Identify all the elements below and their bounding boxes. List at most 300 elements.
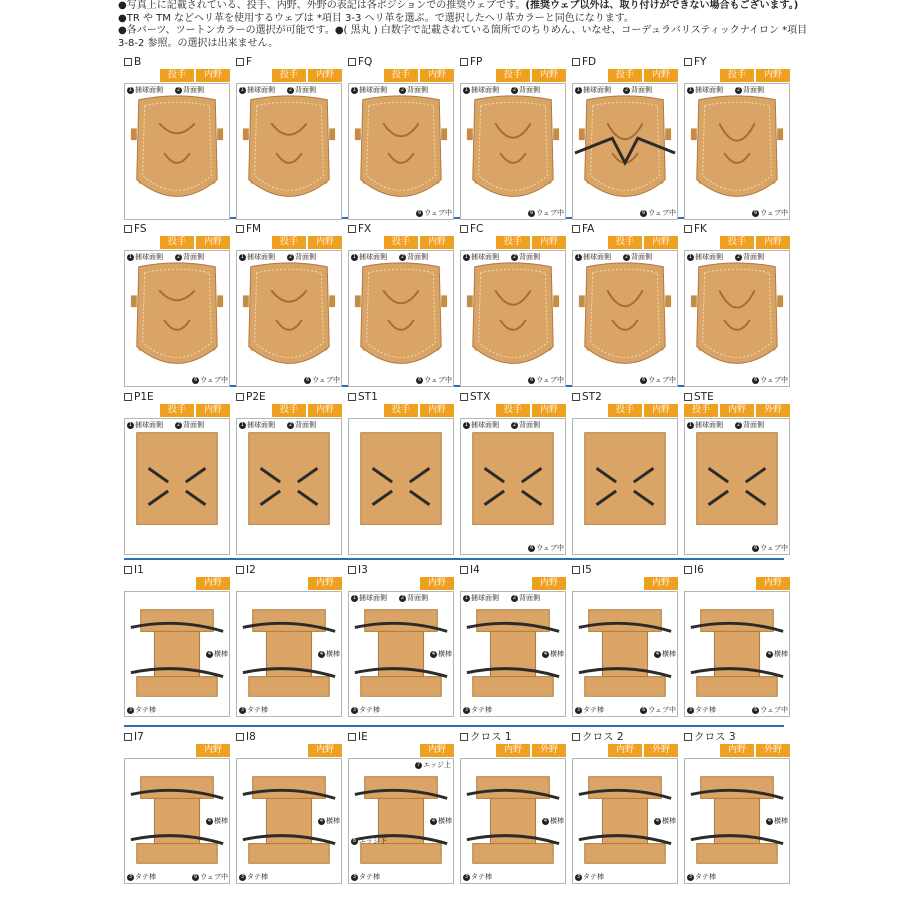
web-image [572,250,678,387]
position-tag: 内野 [308,404,342,417]
annotation-label [463,86,499,94]
number-badge-icon: 6 [642,706,646,713]
position-tag: 投手 [384,404,418,417]
annotation-text: 背面側 [631,253,652,261]
web-name[interactable] [684,564,790,576]
web-option[interactable] [348,391,454,555]
annotation-text: ウェブ中 [424,209,452,217]
annotation-label [416,376,452,384]
checkbox[interactable] [572,393,580,401]
position-tag: 投手 [272,236,306,249]
web-option[interactable] [572,731,678,884]
number-badge-icon: 4 [319,817,324,824]
checkbox[interactable] [460,393,468,401]
web-name[interactable] [124,56,230,68]
web-option[interactable] [684,731,790,884]
annotation-text: タテ棒 [359,873,380,881]
position-tags [572,69,678,82]
annotation-label [127,421,163,429]
web-name[interactable] [684,56,790,68]
annotation-label [687,86,723,94]
web-name-text: I1 [134,564,144,576]
position-tags [124,577,230,590]
note-line-4: 3-8-2 参照。の選択は出来ません。 [118,37,279,49]
number-badge-icon: 3 [240,873,245,880]
annotation-text: 背面側 [743,421,764,429]
position-tags [348,744,454,757]
annotation-text: 背面側 [519,594,540,602]
checkbox[interactable] [124,225,132,233]
web-image [236,758,342,884]
web-name[interactable] [124,564,230,576]
web-name[interactable] [460,391,566,403]
position-tags [124,69,230,82]
web-option[interactable] [236,223,342,387]
web-option[interactable] [236,56,342,220]
web-leather [361,263,441,364]
annotation-text: 背面側 [519,86,540,94]
position-tag: 内野 [644,577,678,590]
number-badge-icon: 4 [431,650,436,657]
checkbox[interactable] [348,58,356,66]
annotation-label [575,86,611,94]
web-name[interactable] [572,56,678,68]
web-option[interactable] [124,223,230,387]
checkbox[interactable] [348,225,356,233]
web-name[interactable] [684,223,790,235]
annotation-text: 横棒 [326,817,340,825]
web-option[interactable] [124,731,230,884]
annotation-label [735,86,764,94]
number-badge-icon: 2 [512,421,517,428]
annotation-text: タテ棒 [695,706,716,714]
position-tag: 投手 [160,69,194,82]
web-name[interactable] [236,731,342,743]
number-badge-icon: 4 [767,817,772,824]
web-option[interactable] [460,56,566,220]
web-option[interactable] [236,731,342,884]
web-name-text: FM [246,223,262,235]
number-badge-icon: 2 [288,86,293,93]
web-leather [697,263,777,364]
annotation-label [192,873,228,881]
row-separator [124,558,784,560]
annotation-text: 横棒 [662,817,676,825]
number-badge-icon: 1 [688,86,693,93]
annotation-text: エッジ上 [423,761,451,769]
web-leather [697,96,777,197]
annotation-label [766,650,788,658]
position-tag: 外野 [756,404,790,417]
web-name[interactable] [236,564,342,576]
number-badge-icon: 3 [576,873,581,880]
annotation-label [318,817,340,825]
checkbox[interactable] [348,393,356,401]
annotation-text: ウェブ中 [648,376,676,384]
web-name-text: STX [470,391,491,403]
number-badge-icon: 1 [240,421,245,428]
checkbox[interactable] [124,566,132,574]
web-option[interactable] [236,564,342,717]
web-name-text: FQ [358,56,373,68]
checkbox[interactable] [460,225,468,233]
annotation-label [127,873,156,881]
row-separator [124,725,784,727]
annotation-text: タテ棒 [471,706,492,714]
position-tag: 投手 [272,404,306,417]
web-option[interactable] [460,223,566,387]
web-option[interactable] [460,564,566,717]
web-drawing [685,84,789,219]
annotation-label [640,376,676,384]
number-badge-icon: 2 [624,86,629,93]
annotation-text: 背面側 [295,421,316,429]
annotation-label [351,873,380,881]
web-drawing [685,419,789,554]
annotation-label [287,86,316,94]
position-tag: 内野 [196,404,230,417]
position-tag: 内野 [308,236,342,249]
position-tags [684,577,790,590]
annotation-text: 背面側 [743,86,764,94]
annotation-text: ウェブ中 [760,544,788,552]
checkbox[interactable] [684,566,692,574]
web-option[interactable] [348,56,454,220]
number-badge-icon: 1 [240,86,245,93]
web-option[interactable] [572,391,678,555]
annotation-text: ウェブ中 [200,873,228,881]
web-option[interactable] [684,223,790,387]
web-option[interactable] [572,56,678,220]
position-tags [460,69,566,82]
number-badge-icon: 2 [288,421,293,428]
web-image [236,250,342,387]
web-leather [361,433,441,525]
position-tag: 内野 [308,69,342,82]
annotation-label [463,421,499,429]
annotation-text: 横棒 [662,650,676,658]
number-badge-icon: 3 [688,873,693,880]
number-badge-icon: 3 [240,706,245,713]
annotation-label [127,706,156,714]
checkbox[interactable] [236,566,244,574]
web-option[interactable] [348,564,454,717]
annotation-label [239,873,268,881]
annotation-label [175,421,204,429]
web-leather [585,263,665,364]
annotation-text: ウェブ中 [200,376,228,384]
web-option[interactable] [124,564,230,717]
number-badge-icon: 4 [319,650,324,657]
web-option[interactable] [348,731,454,884]
position-tags [684,69,790,82]
position-tag: 内野 [420,577,454,590]
checkbox[interactable] [684,733,692,741]
web-name[interactable] [572,731,678,743]
web-option[interactable] [572,223,678,387]
position-tag: 内野 [608,744,642,757]
checkbox[interactable] [124,58,132,66]
number-badge-icon: 1 [352,253,357,260]
web-image [572,418,678,555]
web-name[interactable] [236,223,342,235]
web-name-text: I6 [694,564,704,576]
web-drawing [349,84,453,219]
annotation-label [430,650,452,658]
number-badge-icon: 6 [194,376,198,383]
web-name[interactable] [460,564,566,576]
web-name[interactable] [348,731,454,743]
annotation-label [654,650,676,658]
web-option[interactable] [124,391,230,555]
annotation-text: ウェブ中 [536,544,564,552]
checkbox[interactable] [684,225,692,233]
position-tag: 内野 [196,744,230,757]
annotation-text: 背面側 [295,253,316,261]
number-badge-icon: 1 [464,594,469,601]
web-name[interactable] [348,564,454,576]
annotation-text: 捕球面側 [135,86,163,94]
web-name[interactable] [124,391,230,403]
annotation-text: 捕球面側 [695,421,723,429]
annotation-text: 横棒 [550,650,564,658]
checkbox[interactable] [460,566,468,574]
position-tags [684,404,790,417]
position-tag: 内野 [756,577,790,590]
annotation-text: 捕球面側 [135,253,163,261]
web-name-text: I7 [134,731,144,743]
position-tags [572,236,678,249]
web-option[interactable] [460,731,566,884]
web-name[interactable] [348,391,454,403]
note-line-1: ●写真上に記載されている、投手、内野、外野の表記は各ポジションでの推奨ウェブです。(推奨ウェブ以外は、取り付けができない場合もございます。) [118,0,799,11]
annotation-text: タテ棒 [247,873,268,881]
web-leather [585,433,665,525]
annotation-text: 捕球面側 [359,86,387,94]
web-option[interactable] [684,56,790,220]
position-tag: 内野 [532,236,566,249]
number-badge-icon: 3 [688,706,693,713]
web-option[interactable] [684,564,790,717]
number-badge-icon: 6 [754,376,758,383]
web-name[interactable] [236,391,342,403]
web-image [236,83,342,220]
annotation-label [416,209,452,217]
web-name[interactable] [460,731,566,743]
web-image [348,250,454,387]
annotation-label [575,706,604,714]
web-name-text: B [134,56,142,68]
number-badge-icon: 1 [128,421,133,428]
web-leather [249,433,329,525]
web-leather [473,96,553,197]
position-tag: 内野 [196,236,230,249]
annotation-label [287,421,316,429]
web-name[interactable] [460,56,566,68]
number-badge-icon: 4 [543,817,548,824]
annotation-label [239,253,275,261]
web-drawing [125,419,229,554]
annotation-label [399,253,428,261]
web-name[interactable] [572,223,678,235]
web-name[interactable] [460,223,566,235]
number-badge-icon: 7 [417,761,421,768]
web-leather [137,96,217,197]
web-drawing [237,419,341,554]
web-name-text: FA [582,223,595,235]
annotation-text: 捕球面側 [359,594,387,602]
number-badge-icon: 3 [576,706,581,713]
number-badge-icon: 1 [688,421,693,428]
web-name-text: I4 [470,564,480,576]
annotation-label [575,253,611,261]
web-name[interactable] [684,731,790,743]
checkbox[interactable] [460,733,468,741]
position-tag: 内野 [308,744,342,757]
position-tag: 内野 [644,236,678,249]
web-image [124,83,230,220]
annotation-text: 捕球面側 [471,594,499,602]
web-image [572,591,678,717]
checkbox[interactable] [124,393,132,401]
annotation-label [127,86,163,94]
web-option[interactable] [684,391,790,555]
web-name[interactable] [348,223,454,235]
web-drawing [237,251,341,386]
annotation-label [175,86,204,94]
number-badge-icon: 2 [736,421,741,428]
annotation-label [192,376,228,384]
number-badge-icon: 8 [352,837,357,844]
checkbox[interactable] [236,393,244,401]
annotation-text: 背面側 [295,86,316,94]
web-drawing [349,251,453,386]
position-tag: 内野 [420,744,454,757]
web-name-text: FY [694,56,707,68]
position-tags [236,744,342,757]
number-badge-icon: 1 [352,86,357,93]
annotation-label [511,594,540,602]
annotation-text: 捕球面側 [359,253,387,261]
position-tag: 投手 [496,69,530,82]
web-name[interactable] [124,223,230,235]
web-image [460,83,566,220]
annotation-text: 背面側 [183,253,204,261]
web-option[interactable] [236,391,342,555]
web-name-text: ST1 [358,391,378,403]
annotation-label [287,253,316,261]
annotation-text: 捕球面側 [695,253,723,261]
number-badge-icon: 4 [543,650,548,657]
number-badge-icon: 6 [306,376,310,383]
checkbox[interactable] [348,733,356,741]
checkbox[interactable] [236,733,244,741]
checkbox[interactable] [236,225,244,233]
annotation-text: タテ棒 [135,873,156,881]
annotation-label [640,209,676,217]
checkbox[interactable] [572,566,580,574]
annotation-text: 横棒 [438,650,452,658]
checkbox[interactable] [572,58,580,66]
annotation-label [542,817,564,825]
notes [118,0,898,50]
web-name[interactable] [236,56,342,68]
web-leather [137,433,217,525]
annotation-text: タテ棒 [247,706,268,714]
annotation-text: タテ棒 [695,873,716,881]
web-image [124,758,230,884]
web-option[interactable] [572,564,678,717]
web-option[interactable] [460,391,566,555]
web-image [684,418,790,555]
annotation-label [351,706,380,714]
number-badge-icon: 1 [240,253,245,260]
position-tag: 内野 [532,404,566,417]
annotation-text: 横棒 [774,817,788,825]
checkbox[interactable] [460,58,468,66]
position-tags [572,404,678,417]
number-badge-icon: 3 [464,873,469,880]
checkbox[interactable] [684,393,692,401]
position-tag: 投手 [608,69,642,82]
annotation-label [351,837,387,845]
web-drawing [237,84,341,219]
web-option[interactable] [124,56,230,220]
number-badge-icon: 6 [754,209,758,216]
web-drawing [685,251,789,386]
annotation-label [351,86,387,94]
annotation-text: 背面側 [183,421,204,429]
annotation-text: 背面側 [743,253,764,261]
web-image [460,418,566,555]
number-badge-icon: 6 [642,209,646,216]
web-name[interactable] [124,731,230,743]
annotation-text: 横棒 [774,650,788,658]
web-image [236,418,342,555]
position-tags [236,236,342,249]
annotation-text: 背面側 [519,421,540,429]
annotation-label [206,817,228,825]
position-tag: 外野 [644,744,678,757]
web-name-text: I3 [358,564,368,576]
web-name[interactable] [572,391,678,403]
web-name[interactable] [572,564,678,576]
position-tag: 内野 [644,69,678,82]
web-name-text: STE [694,391,714,403]
number-badge-icon: 3 [128,873,133,880]
web-name[interactable] [684,391,790,403]
web-name[interactable] [348,56,454,68]
web-image [348,83,454,220]
position-tags [124,404,230,417]
position-tag: 内野 [532,577,566,590]
web-option[interactable] [348,223,454,387]
annotation-text: 背面側 [183,86,204,94]
checkbox[interactable] [124,733,132,741]
checkbox[interactable] [684,58,692,66]
checkbox[interactable] [348,566,356,574]
position-tags [348,236,454,249]
annotation-text: 横棒 [326,650,340,658]
web-name-text: P2E [246,391,266,403]
annotation-label [623,253,652,261]
web-name-text: I5 [582,564,592,576]
checkbox[interactable] [572,733,580,741]
number-badge-icon: 1 [464,86,469,93]
checkbox[interactable] [236,58,244,66]
checkbox[interactable] [572,225,580,233]
annotation-text: 背面側 [519,253,540,261]
